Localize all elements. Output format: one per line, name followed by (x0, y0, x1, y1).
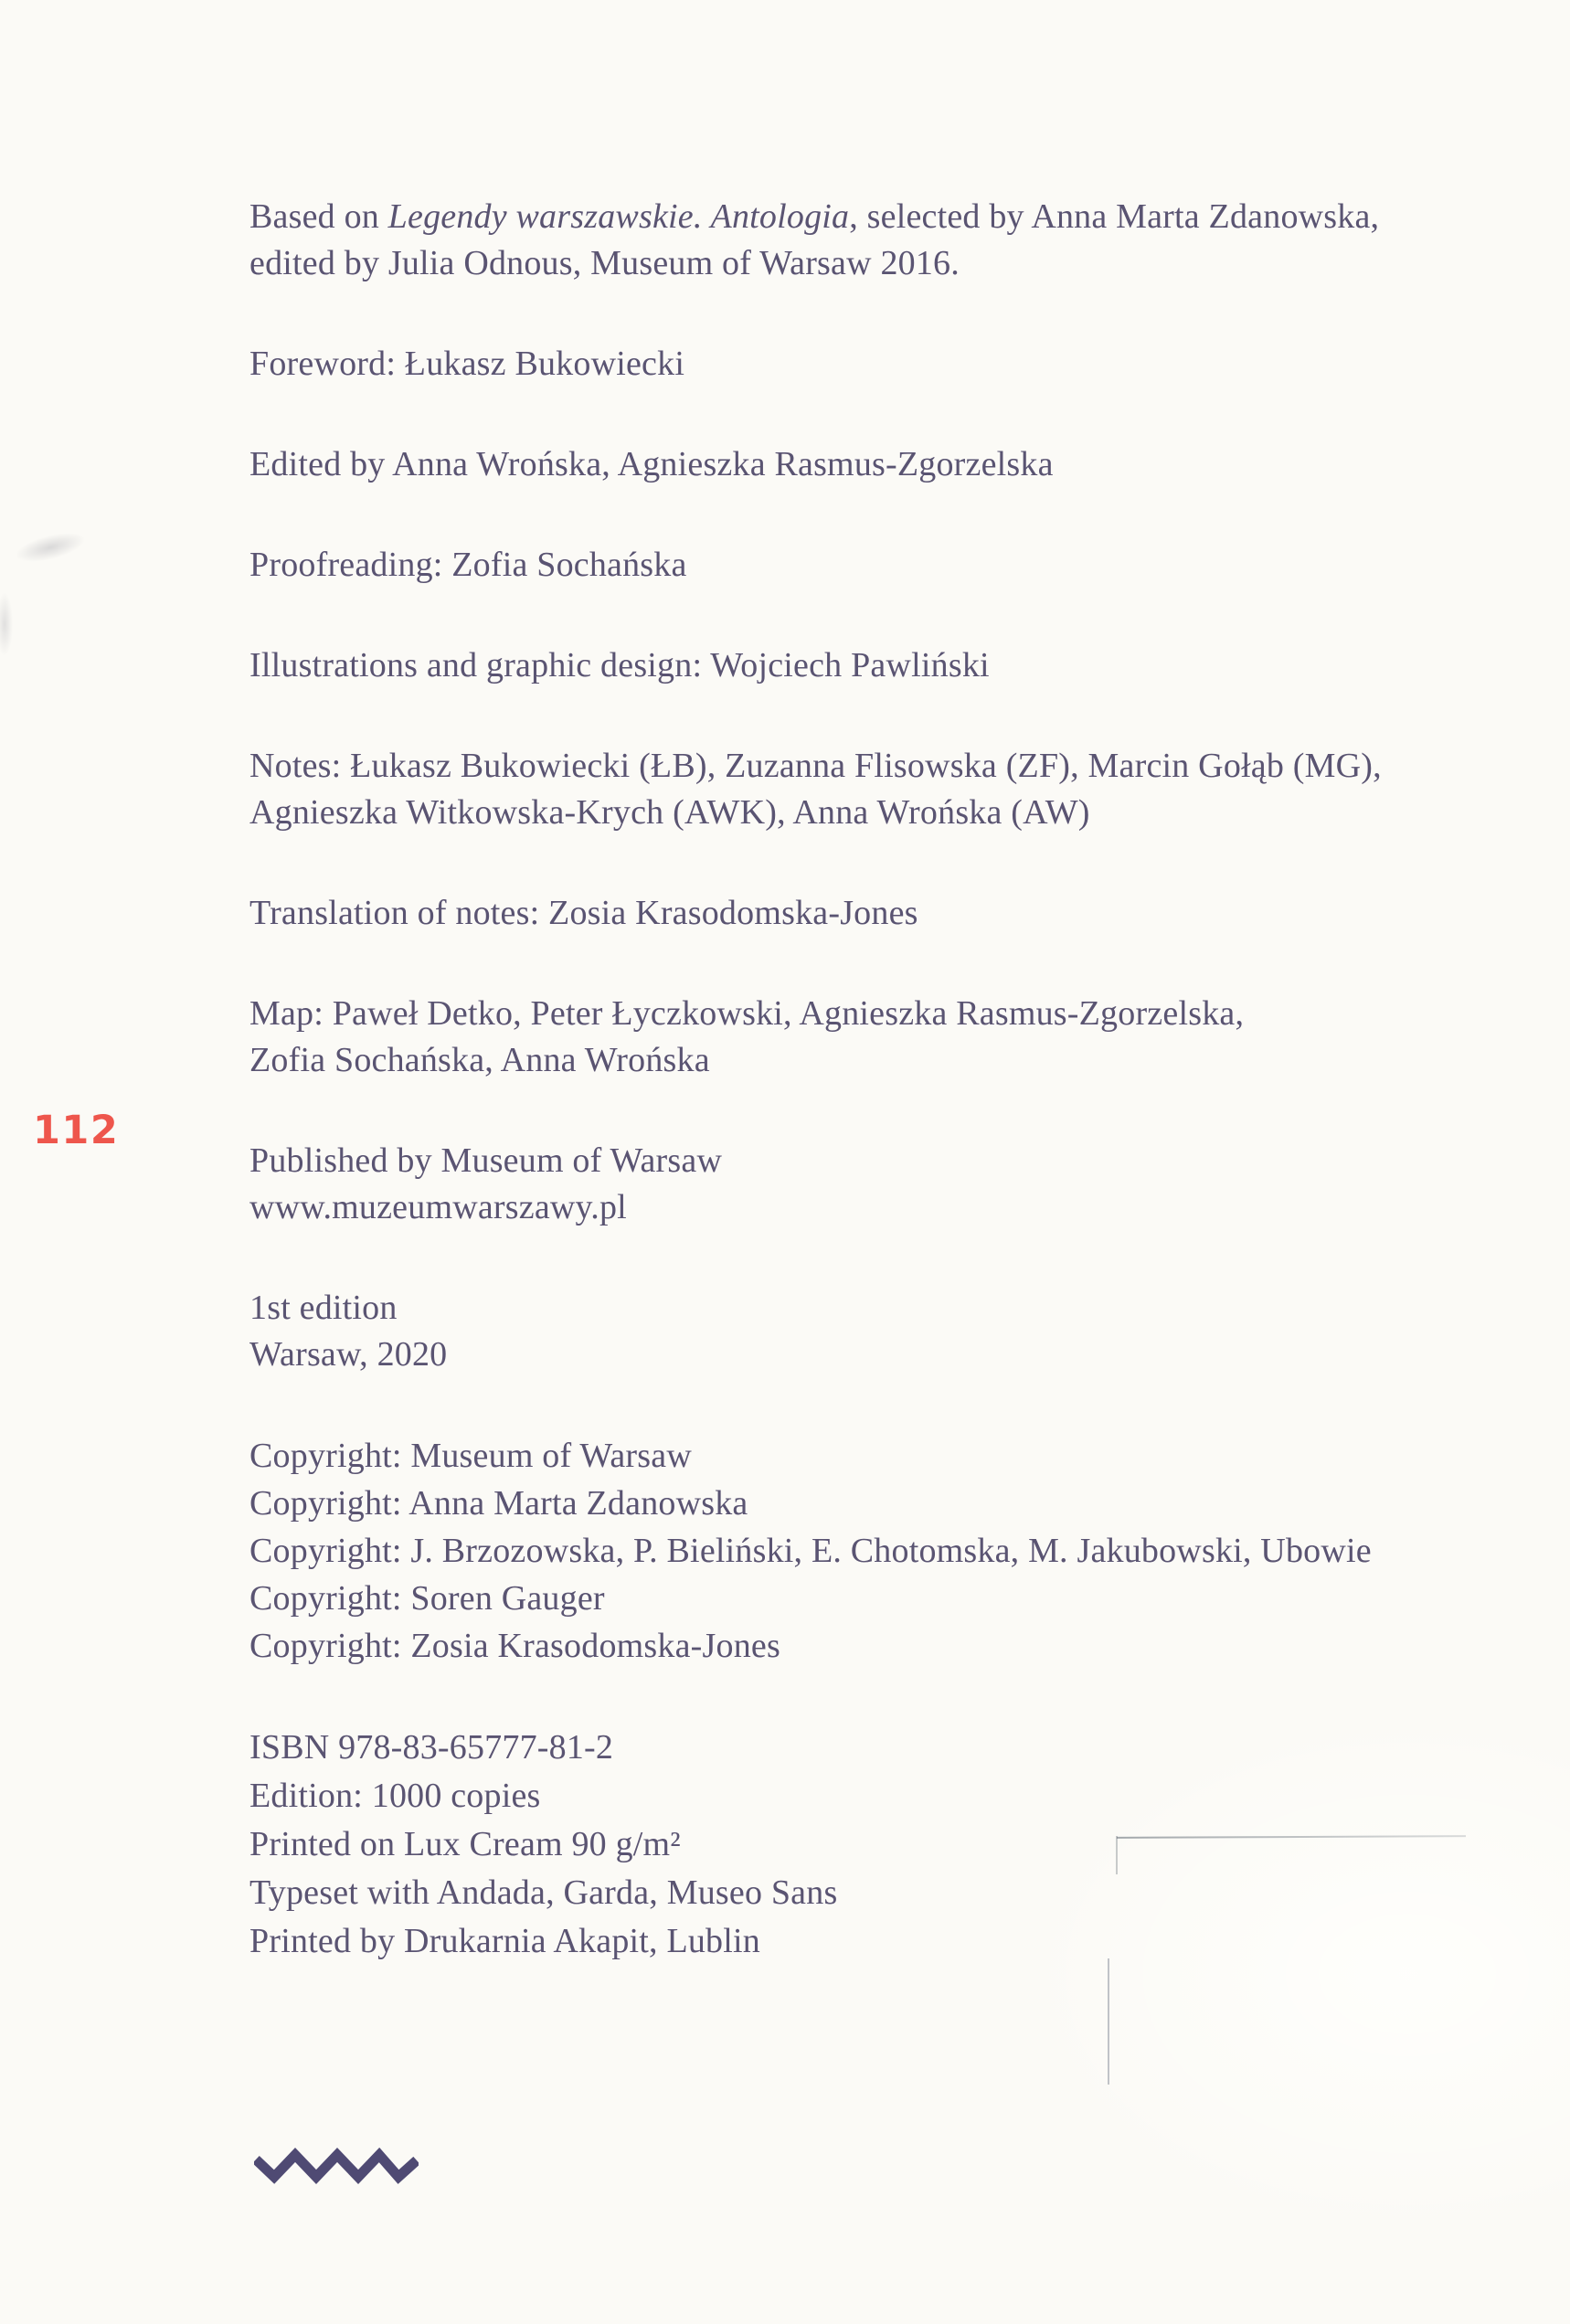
text-line: Notes: Łukasz Bukowiecki (ŁB), Zuzanna Flisowska (ZF), Marcin Gołąb (MG), (249, 747, 1382, 785)
text-line: Warsaw, 2020 (249, 1335, 448, 1374)
zigzag-divider-icon (254, 2148, 419, 2184)
imprint-notes (249, 743, 1529, 836)
text-line: Copyright: J. Brzozowska, P. Bieliński, E. Chotomska, M. Jakubowski, Ubowie (249, 1532, 1372, 1570)
imprint-based-on (249, 194, 1529, 287)
imprint-print-details (249, 1724, 1529, 1966)
colophon-text-block (249, 194, 1529, 1966)
text-line: Copyright: Zosia Krasodomska-Jones (249, 1627, 780, 1665)
text-line: Map: Paweł Detko, Peter Łyczkowski, Agnieszka Rasmus-Zgorzelska, (249, 994, 1245, 1033)
text-run: Based on (249, 197, 388, 236)
text-line: Agnieszka Witkowska-Krych (AWK), Anna Wrońska (AW) (249, 793, 1090, 832)
text-line: Published by Museum of Warsaw (249, 1141, 723, 1180)
text-line: Translation of notes: Zosia Krasodomska-Jones (249, 894, 918, 932)
imprint-edited-by (249, 441, 1529, 488)
imprint-illustrations (249, 642, 1529, 689)
text-line: Typeset with Andada, Garda, Museo Sans (249, 1873, 838, 1912)
text-line: Zofia Sochańska, Anna Wrońska (249, 1041, 710, 1079)
paper-smudge (0, 592, 13, 656)
text-line: Printed on Lux Cream 90 g/m² (249, 1825, 681, 1863)
paper-smudge (13, 527, 88, 568)
page-number: 112 (33, 1108, 120, 1153)
scan-artifact-line (1116, 1836, 1118, 1874)
text-line: edited by Julia Odnous, Museum of Warsaw 2016. (249, 244, 960, 282)
imprint-publisher (249, 1138, 1529, 1231)
imprint-edition (249, 1285, 1529, 1378)
text-line (249, 194, 1529, 240)
isbn-line: ISBN 978-83-65777-81-2 (249, 1728, 614, 1767)
text-line: Copyright: Anna Marta Zdanowska (249, 1484, 748, 1523)
scan-artifact-line (1108, 1958, 1109, 2085)
imprint-copyright (249, 1432, 1529, 1670)
text-run: , selected by Anna Marta Zdanowska, (849, 197, 1380, 236)
text-line: Edited by Anna Wrońska, Agnieszka Rasmus-Zgorzelska (249, 445, 1054, 483)
text-line: Foreword: Łukasz Bukowiecki (249, 345, 685, 383)
text-line: Copyright: Soren Gauger (249, 1579, 605, 1618)
text-line: Edition: 1000 copies (249, 1777, 541, 1815)
text-line: Illustrations and graphic design: Wojciech Pawliński (249, 646, 990, 684)
imprint-foreword (249, 341, 1529, 387)
text-line: Copyright: Museum of Warsaw (249, 1437, 692, 1475)
imprint-proofreading (249, 542, 1529, 589)
imprint-translation (249, 890, 1529, 937)
source-book-title: Legendy warszawskie. Antologia (387, 197, 850, 236)
text-line: Printed by Drukarnia Akapit, Lublin (249, 1922, 760, 1960)
publisher-url: www.muzeumwarszawy.pl (249, 1188, 627, 1226)
text-line: 1st edition (249, 1289, 398, 1327)
text-line: Proofreading: Zofia Sochańska (249, 546, 687, 584)
imprint-map (249, 991, 1529, 1084)
